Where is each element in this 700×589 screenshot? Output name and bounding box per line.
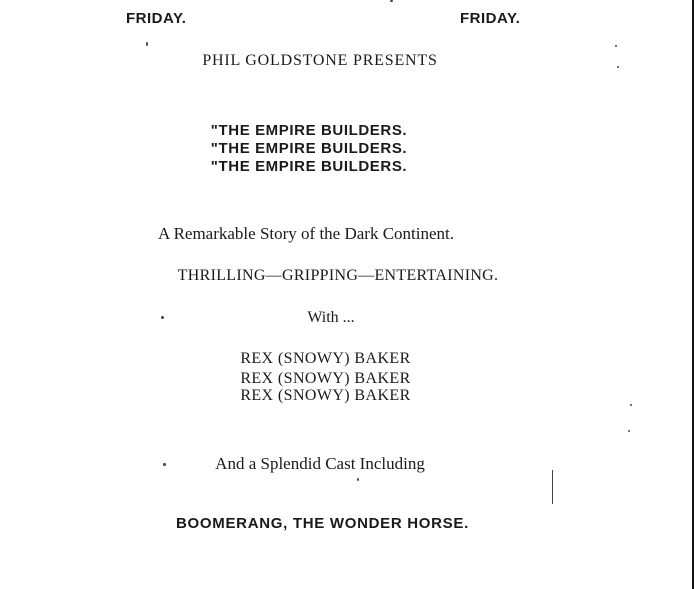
film-title-line-2: "THE EMPIRE BUILDERS.	[210, 140, 408, 157]
featured-horse: BOOMERANG, THE WONDER HORSE.	[176, 515, 469, 532]
print-speck	[617, 66, 619, 68]
film-title-line-3: "THE EMPIRE BUILDERS.	[210, 158, 408, 175]
print-speck	[630, 404, 632, 406]
print-speck	[628, 430, 630, 432]
with-text: With ...	[307, 309, 355, 326]
print-speck	[615, 45, 617, 47]
print-speck	[161, 316, 164, 319]
column-rule	[692, 0, 694, 589]
day-header-right: FRIDAY.	[460, 10, 521, 27]
cast-intro: And a Splendid Cast Including	[215, 454, 425, 473]
presenter-line: PHIL GOLDSTONE PRESENTS	[202, 52, 438, 69]
film-title-line-1: "THE EMPIRE BUILDERS.	[210, 122, 408, 139]
film-description: A Remarkable Story of the Dark Continent.	[157, 224, 455, 243]
print-speck	[163, 463, 166, 466]
print-speck	[146, 42, 148, 46]
print-speck	[390, 0, 393, 2]
tagline: THRILLING—GRIPPING—ENTERTAINING.	[177, 267, 499, 284]
print-speck	[552, 470, 553, 504]
star-line-1: REX (SNOWY) BAKER	[240, 350, 411, 367]
print-speck	[357, 478, 359, 481]
star-line-2: REX (SNOWY) BAKER	[240, 370, 411, 387]
star-line-3: REX (SNOWY) BAKER	[240, 387, 411, 404]
day-header-left: FRIDAY.	[126, 10, 187, 27]
